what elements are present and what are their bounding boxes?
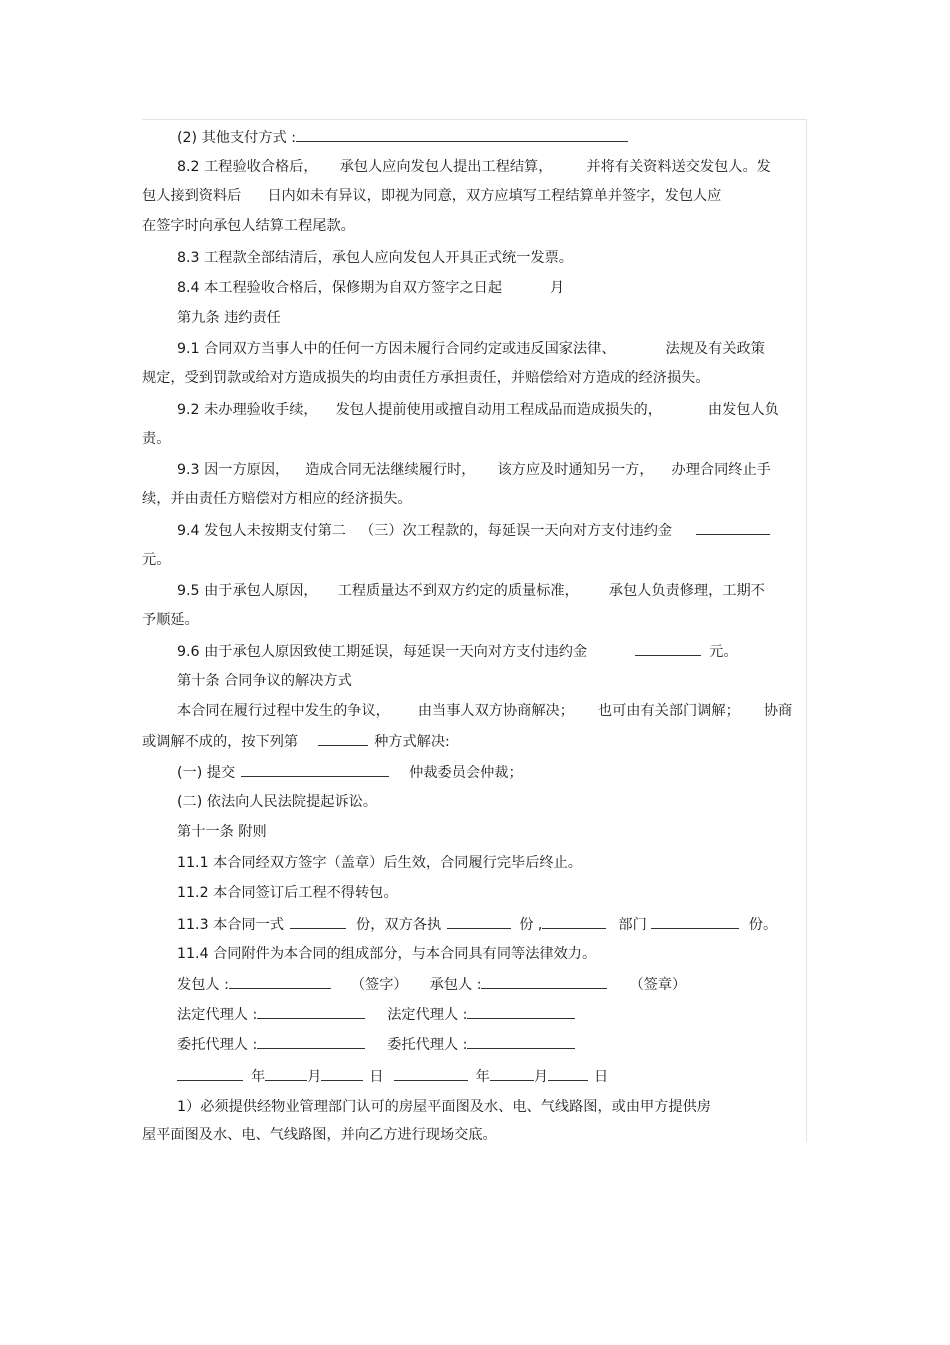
text: 月 [550, 280, 565, 296]
blank-field[interactable] [318, 731, 368, 746]
blank-field[interactable] [229, 974, 331, 989]
blank-field[interactable] [635, 641, 701, 656]
blank-field[interactable] [257, 1034, 365, 1049]
blank-field[interactable] [177, 1066, 243, 1081]
blank-field[interactable] [265, 1066, 307, 1081]
text: 也可由有关部门调解； [597, 703, 740, 719]
text: 由发包人负 [707, 402, 779, 418]
clause-9-5-cont [142, 610, 199, 630]
article-10-body [177, 701, 792, 721]
text: (一) 提交 [177, 765, 236, 781]
blank-field[interactable] [447, 914, 511, 929]
text: 每延误一天向对方支付违约金 [487, 523, 673, 539]
text: 9.3 因一方原因， [177, 462, 290, 478]
text: 8.2 工程验收合格后， [177, 159, 318, 175]
clause-9-4 [177, 520, 770, 541]
dispute-option-2 [177, 792, 377, 812]
text: 份 , [519, 917, 543, 933]
text: 月 [533, 1069, 549, 1085]
text: 9.4 发包人未按期支付第二 [177, 523, 346, 539]
text: 年 [251, 1069, 266, 1085]
text: 第十条 合同争议的解决方式 [177, 673, 352, 689]
clause-8-4 [177, 278, 564, 298]
clause-9-5 [177, 581, 765, 601]
text: 在签字时向承包人结算工程尾款。 [142, 218, 355, 234]
text: (2) 其他支付方式 : [177, 130, 297, 146]
text: 1）必须提供经物业管理部门认可的房屋平面图及水、电、气线路图，或由甲方提供房 [177, 1099, 711, 1115]
authorized-agent-line [177, 1034, 575, 1055]
text: 9.5 由于承包人原因， [177, 583, 318, 599]
legal-representative-line [177, 1004, 575, 1025]
text: 元。 [709, 644, 738, 660]
article-9-heading [177, 308, 281, 328]
clause-9-4-cont [142, 550, 170, 570]
clause-11-2 [177, 883, 398, 903]
text: 部门 [618, 917, 647, 933]
text: 本合同在履行过程中发生的争议， [177, 703, 390, 719]
text: 日 [369, 1069, 384, 1085]
text: 份，双方各执 [356, 917, 442, 933]
blank-field[interactable] [394, 1066, 468, 1081]
article-10-body-cont [142, 731, 450, 752]
text: 屋平面图及水、电、气线路图，并向乙方进行现场交底。 [142, 1127, 497, 1143]
text: 仲裁委员会仲裁； [409, 765, 523, 781]
blank-field[interactable] [290, 914, 346, 929]
text: （签字） [350, 977, 408, 993]
blank-field[interactable] [696, 520, 770, 535]
clause-8-3 [177, 248, 573, 268]
text: 发包人 : [177, 977, 229, 993]
text: 续，并由责任方赔偿对方相应的经济损失。 [142, 491, 412, 507]
text: 承包人负责修理，工期不 [608, 583, 765, 599]
text: 日内如未有异议，即视为同意，双方应填写工程结算单并签字，发包人应 [267, 188, 722, 204]
text: 第九条 违约责任 [177, 310, 281, 326]
blank-field[interactable] [241, 762, 389, 777]
blank-field[interactable] [490, 1066, 534, 1081]
note-1-cont [142, 1125, 497, 1145]
text: 由当事人双方协商解决； [417, 703, 574, 719]
document-page [142, 119, 807, 1142]
clause-9-6 [177, 641, 738, 662]
text: 规定，受到罚款或给对方造成损失的均由责任方承担责任，并赔偿给对方造成的经济损失。 [142, 370, 710, 386]
text: 委托代理人 : [177, 1037, 258, 1053]
text: （三）次工程款的， [359, 523, 488, 539]
text: 9.2 未办理验收手续， [177, 402, 318, 418]
date-line [177, 1066, 608, 1087]
clause-8-2-cont [142, 216, 355, 236]
signature-parties [177, 974, 686, 995]
clause-9-3-cont [142, 489, 412, 509]
text: 法规及有关政策 [665, 341, 765, 357]
text: 发包人提前使用或擅自动用工程成品而造成损失的， [335, 402, 662, 418]
blank-field[interactable] [321, 1066, 363, 1081]
clause-9-2 [177, 400, 779, 420]
text: 造成合同无法继续履行时， [305, 462, 476, 478]
clause-11-3 [177, 914, 777, 935]
text: 委托代理人 : [387, 1037, 468, 1053]
article-10-heading [177, 671, 352, 691]
text: （签章） [629, 977, 687, 993]
blank-field[interactable] [296, 127, 628, 142]
text: 9.6 由于承包人原因致使工期延误，每延误一天向对方支付违约金 [177, 644, 588, 660]
blank-field[interactable] [542, 914, 606, 929]
clause-9-2-cont [142, 429, 170, 449]
text: 第十一条 附则 [177, 824, 267, 840]
dispute-option-1 [177, 762, 523, 783]
clause-11-1 [177, 853, 582, 873]
text: 月 [307, 1069, 322, 1085]
text: 8.4 本工程验收合格后，保修期为自双方签字之日起 [177, 280, 503, 296]
clause-9-1 [177, 339, 765, 359]
text: 11.1 本合同经双方签字（盖章）后生效，合同履行完毕后终止。 [177, 855, 582, 871]
text: 份。 [748, 917, 778, 933]
article-11-heading [177, 822, 267, 842]
blank-field[interactable] [548, 1066, 588, 1081]
text: 该方应及时通知另一方， [497, 462, 654, 478]
text: 8.3 工程款全部结清后，承包人应向发包人开具正式统一发票。 [177, 250, 573, 266]
text: 协商 [763, 703, 793, 719]
text: 年 [475, 1069, 490, 1085]
text: 日 [594, 1069, 609, 1085]
blank-field[interactable] [467, 1004, 575, 1019]
text: 工程质量达不到双方约定的质量标准， [337, 583, 579, 599]
text: 并将有关资料送交发包人。发 [586, 159, 771, 175]
text: 9.1 合同双方当事人中的任何一方因未履行合同约定或违反国家法律、 [177, 341, 616, 357]
text: 11.2 本合同签订后工程不得转包。 [177, 885, 398, 901]
text: 予顺延。 [142, 612, 199, 628]
clause-8-2-cont [142, 186, 721, 206]
payment-other-line [177, 127, 628, 148]
blank-field[interactable] [467, 1034, 575, 1049]
text: 种方式解决: [374, 734, 450, 750]
text: 11.4 合同附件为本合同的组成部分，与本合同具有同等法律效力。 [177, 946, 597, 962]
text: 包人接到资料后 [142, 188, 242, 204]
text: 责。 [142, 431, 171, 447]
text: 承包人应向发包人提出工程结算， [339, 159, 553, 175]
clause-8-2 [177, 157, 771, 177]
text: 元。 [142, 552, 171, 568]
text: 或调解不成的，按下列第 [142, 734, 299, 750]
blank-field[interactable] [481, 974, 607, 989]
text: 法定代理人 : [177, 1007, 258, 1023]
text: 办理合同终止手 [671, 462, 771, 478]
text: 法定代理人 : [387, 1007, 468, 1023]
blank-field[interactable] [257, 1004, 365, 1019]
note-1 [177, 1097, 711, 1117]
clause-9-1-cont [142, 368, 710, 388]
clause-11-4 [177, 944, 596, 964]
clause-9-3 [177, 460, 771, 480]
text: 承包人 : [429, 977, 482, 993]
text: (二) 依法向人民法院提起诉讼。 [177, 794, 378, 810]
blank-field[interactable] [651, 914, 739, 929]
text: 11.3 本合同一式 [177, 917, 285, 933]
